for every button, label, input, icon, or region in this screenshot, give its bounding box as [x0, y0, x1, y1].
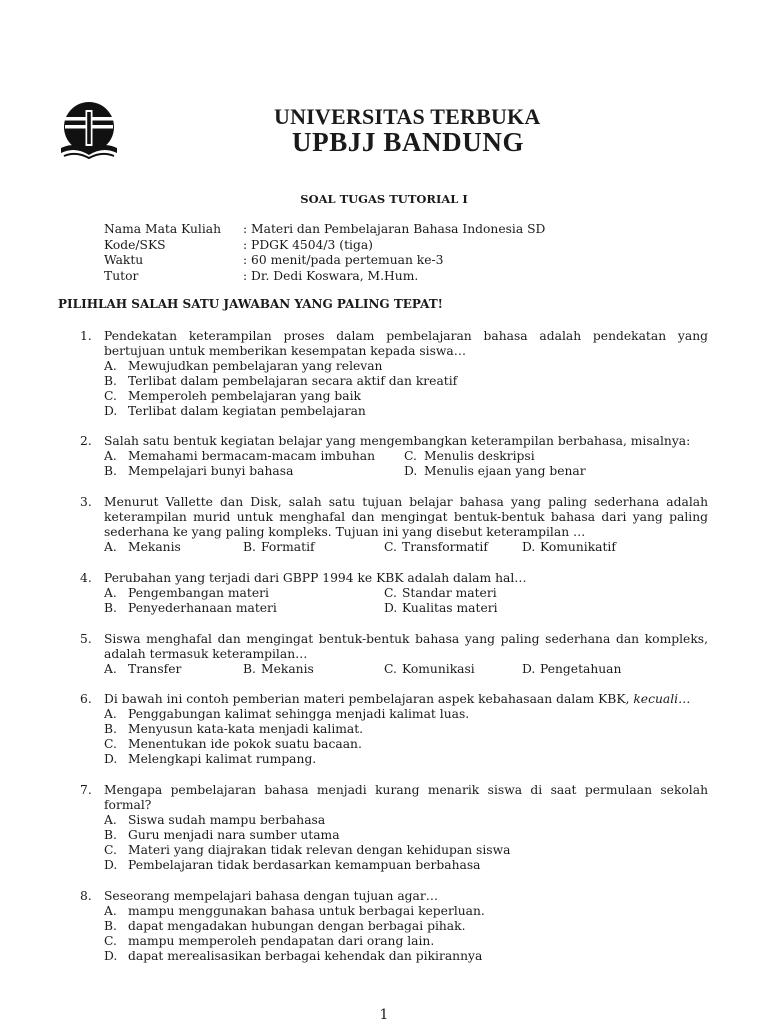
option-text: dapat merealisasikan berbagai kehendak dan pikirannya: [128, 949, 483, 963]
question-number: 6.: [80, 692, 92, 706]
option-text: Pengetahuan: [540, 662, 622, 676]
option: [384, 601, 498, 616]
option: [384, 540, 488, 555]
option-text: mampu menggunakan bahasa untuk berbagai keperluan.: [128, 904, 485, 918]
option-letter: B.: [104, 919, 117, 933]
option-letter: D.: [404, 464, 418, 478]
option-text: dapat mengadakan hubungan dengan berbagai pihak.: [128, 919, 466, 933]
option: [104, 449, 375, 464]
option: [104, 813, 325, 828]
question-number: 2.: [80, 434, 92, 448]
question-text: Menurut Vallette dan Disk, salah satu tujuan belajar bahasa yang paling sederhana adalah keterampilan murid untuk menghafal dan mengingat bentuk-bentuk bahasa dari yang paling sederhana ke yang paling kompleks. Tujuan ini yang disebut keterampilan …: [104, 495, 708, 540]
option: [104, 722, 363, 737]
option: [104, 949, 482, 964]
question-number: 3.: [80, 495, 92, 509]
option-text: Komunikasi: [402, 662, 475, 676]
option-text: Menulis deskripsi: [424, 449, 535, 463]
option: [384, 662, 475, 677]
option-text: Materi yang diajrakan tidak relevan dengan kehidupan siswa: [128, 843, 511, 857]
option-text: Menyusun kata-kata menjadi kalimat.: [128, 722, 364, 736]
option: [104, 540, 181, 555]
option-text: Terlibat dalam pembelajaran secara aktif dan kreatif: [128, 374, 458, 388]
option: [104, 752, 316, 767]
question-number: 4.: [80, 571, 92, 585]
option: [522, 540, 616, 555]
course-info-row: [104, 222, 545, 238]
info-value: : PDGK 4504/3 (tiga): [243, 237, 373, 252]
option-text: Terlibat dalam kegiatan pembelajaran: [128, 404, 366, 418]
option: [104, 843, 510, 858]
campus-name: UPBJJ BANDUNG: [292, 127, 525, 157]
question-text: Seseorang mempelajari bahasa dengan tujuan agar…: [104, 889, 439, 903]
university-name: UNIVERSITAS TERBUKA: [274, 104, 541, 129]
option-letter: B.: [104, 601, 117, 615]
option: [384, 586, 497, 601]
option-letter: D.: [104, 404, 118, 418]
option-text: Memahami bermacam-macam imbuhan: [128, 449, 376, 463]
option-letter: D.: [384, 601, 398, 615]
option-letter: C.: [404, 449, 417, 463]
info-label: Tutor: [104, 268, 139, 283]
course-info-row: [104, 238, 545, 254]
question-number: 8.: [80, 889, 92, 903]
option-text: Mekanis: [128, 540, 181, 554]
question-number: 5.: [80, 632, 92, 646]
option-text: Standar materi: [402, 586, 497, 600]
question-text: Siswa menghafal dan mengingat bentuk-bentuk bahasa yang paling sederhana dan kompleks, adalah termasuk keterampilan…: [104, 632, 708, 662]
question-text: Pendekatan keterampilan proses dalam pembelajaran bahasa adalah pendekatan yang bertujuan untuk memberikan kesempatan kepada siswa…: [104, 329, 708, 359]
option-text: Formatif: [261, 540, 315, 554]
option-letter: B.: [243, 662, 256, 676]
option-letter: B.: [243, 540, 256, 554]
option-letter: A.: [104, 540, 117, 554]
option-letter: B.: [104, 374, 117, 388]
info-value: : Materi dan Pembelajaran Bahasa Indonesia SD: [243, 222, 546, 236]
option-text: Guru menjadi nara sumber utama: [128, 828, 340, 842]
option-letter: D.: [104, 752, 118, 766]
info-label: Kode/SKS: [104, 237, 166, 252]
option-text: Komunikatif: [540, 540, 616, 554]
option-text: Kualitas materi: [402, 601, 498, 615]
option: [104, 919, 466, 934]
option-text: Menulis ejaan yang benar: [424, 464, 586, 478]
option-text: Melengkapi kalimat rumpang.: [128, 752, 317, 766]
course-info-row: [104, 253, 545, 269]
option: [104, 737, 362, 752]
option-letter: C.: [384, 540, 397, 554]
option-text: Menentukan ide pokok suatu bacaan.: [128, 737, 362, 751]
option: [522, 662, 621, 677]
option-text: Mewujudkan pembelajaran yang relevan: [128, 359, 383, 373]
option: [104, 389, 361, 404]
question-text: Mengapa pembelajaran bahasa menjadi kurang menarik siswa di saat permulaan sekolah formal?: [104, 783, 708, 813]
option-letter: B.: [104, 722, 117, 736]
option-letter: C.: [384, 662, 397, 676]
option-text: Siswa sudah mampu berbahasa: [128, 813, 326, 827]
option: [104, 464, 293, 479]
course-info: [104, 222, 545, 284]
option: [104, 828, 340, 843]
option-letter: B.: [104, 464, 117, 478]
option-letter: C.: [104, 737, 117, 751]
option-text: Transfer: [128, 662, 182, 676]
option: [104, 934, 434, 949]
option-letter: B.: [104, 828, 117, 842]
question-number: 7.: [80, 783, 92, 797]
course-info-row: [104, 269, 545, 285]
option-letter: D.: [522, 662, 536, 676]
option-text: Mekanis: [261, 662, 314, 676]
question-text-main: Di bawah ini contoh pemberian materi pembelajaran aspek kebahasaan dalam KBK,: [104, 692, 630, 706]
option: [104, 904, 485, 919]
option: [104, 359, 382, 374]
option: [104, 858, 481, 873]
option: [104, 707, 469, 722]
option-text: Transformatif: [402, 540, 488, 554]
universitas-terbuka-logo-icon: [58, 100, 120, 162]
option: [104, 404, 366, 419]
question-text-emphasis: kecuali…: [633, 692, 691, 706]
option-letter: A.: [104, 813, 117, 827]
option-letter: D.: [522, 540, 536, 554]
info-value: : 60 menit/pada pertemuan ke-3: [243, 253, 444, 267]
option-letter: A.: [104, 359, 117, 373]
option: [404, 449, 535, 464]
instruction: PILIHLAH SALAH SATU JAWABAN YANG PALING TEPAT!: [58, 297, 443, 311]
option-text: Mempelajari bunyi bahasa: [128, 464, 294, 478]
option: [243, 540, 315, 555]
option: [104, 601, 277, 616]
option-letter: C.: [104, 843, 117, 857]
option-text: Pengembangan materi: [128, 586, 269, 600]
document-title: SOAL TUGAS TUTORIAL I: [300, 192, 468, 206]
question-text: [104, 692, 708, 707]
option-text: Penyederhanaan materi: [128, 601, 277, 615]
info-value: : Dr. Dedi Koswara, M.Hum.: [243, 268, 419, 283]
option: [104, 662, 181, 677]
option: [243, 662, 314, 677]
option-letter: A.: [104, 586, 117, 600]
option-letter: A.: [104, 707, 117, 721]
question-number: 1.: [80, 329, 92, 343]
option-letter: C.: [104, 934, 117, 948]
option-letter: D.: [104, 858, 118, 872]
info-label: Waktu: [104, 253, 144, 267]
option-letter: C.: [384, 586, 397, 600]
option-text: Memperoleh pembelajaran yang baik: [128, 389, 361, 403]
option: [104, 586, 269, 601]
question-text: Perubahan yang terjadi dari GBPP 1994 ke KBK adalah dalam hal…: [104, 571, 527, 585]
option: [104, 374, 457, 389]
option-text: Pembelajaran tidak berdasarkan kemampuan berbahasa: [128, 858, 481, 872]
option-text: Penggabungan kalimat sehingga menjadi kalimat luas.: [128, 707, 470, 721]
option-letter: A.: [104, 904, 117, 918]
option-text: mampu memperoleh pendapatan dari orang lain.: [128, 934, 435, 948]
option: [404, 464, 586, 479]
page-number: 1: [379, 1007, 389, 1023]
option-letter: A.: [104, 662, 117, 676]
question-text: Salah satu bentuk kegiatan belajar yang mengembangkan keterampilan berbahasa, misalnya:: [104, 434, 691, 448]
info-label: Nama Mata Kuliah: [104, 222, 222, 236]
option-letter: C.: [104, 389, 117, 403]
option-letter: D.: [104, 949, 118, 963]
option-letter: A.: [104, 449, 117, 463]
